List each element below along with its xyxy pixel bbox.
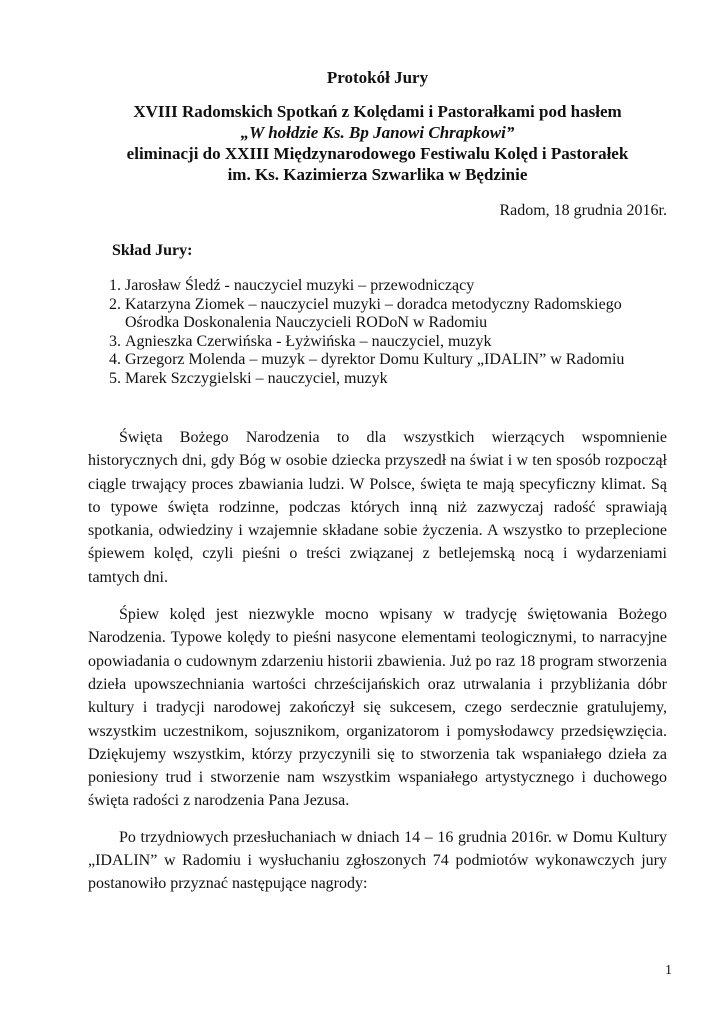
jury-member: 3. Agnieszka Czerwińska - Łyżwińska – nauczyciel, muzyk [125, 333, 667, 352]
document-date: Radom, 18 grudnia 2016r. [499, 202, 667, 219]
paragraph-results: Po trzydniowych przesłuchaniach w dniach 14 – 16 grudnia 2016r. w Domu Kultury „IDALIN” w Radomiu i wysłuchaniu zgłoszonych 74 podmiotów wykonawczych jury postanowiło przyznać następujące nagrody: [88, 828, 667, 893]
heading-line-2: „W hołdzie Ks. Bp Janowi Chrapkowi” [240, 123, 515, 142]
jury-list [88, 277, 667, 388]
paragraph-carols: Śpiew kolęd jest niezwykle mocno wpisany w tradycję świętowania Bożego Narodzenia. Typowe kolędy to pieśni nasycone elementami teologicznymi, to narracyjne opowiadania o cudownym zdarzeniu historii zbawienia. Już po raz 18 program stworzenia dzieła upowszechniania wartości chrześcijańskich oraz utrwalania i przybliżania dóbr kultury i tradycji narodowej zakończył się sukcesem, czego serdecznie gratulujemy, wszystkim uczestnikom, sojusznikom, organizatorom i pomysłodawcy przedsięwzięcia. Dziękujemy wszystkim, którzy przyczynili się to stworzenia tak wspaniałego dzieła za poniesiony trud i stworzenie nam wszystkim wspaniałego artystycznego i duchowego święta radości z narodzenia Pana Jezusa. [88, 606, 667, 810]
heading-line-1: XVIII Radomskich Spotkań z Kolędami i Pastorałkami pod hasłem [133, 102, 622, 121]
jury-member: 2. Katarzyna Ziomek – nauczyciel muzyki – doradca metodyczny Radomskiego Ośrodka Doskonalenia Nauczycieli RODoN w Radomiu [125, 296, 667, 333]
jury-member: 1. Jarosław Śledź - nauczyciel muzyki – przewodniczący [125, 277, 667, 296]
paragraph-christmas: Święta Bożego Narodzenia to dla wszystkich wierzących wspomnienie historycznych dni, gdy Bóg w osobie dziecka przyszedł na świat i w ten sposób rozpoczął ciągle trwający proces zbawiania ludzi. W Polsce, święta te mają specyficzny klimat. Są to typowe święta rodzinne, podczas których inną niż zazwyczaj radość sprawiają spotkania, odwiedziny i wzajemnie składane sobie życzenia. A wszystko to przeplecione śpiewem kolęd, czyli pieśni o treści związanej z betlejemską nocą i wydarzeniami tamtych dni. [88, 429, 667, 586]
heading-line-4: im. Ks. Kazimierza Szwarlika w Będzinie [227, 165, 528, 184]
jury-member: 5. Marek Szczygielski – nauczyciel, muzyk [125, 370, 667, 389]
document-title: Protokół Jury [326, 68, 429, 87]
jury-title: Skład Jury: [112, 242, 193, 259]
jury-member: 4. Grzegorz Molenda – muzyk – dyrektor Domu Kultury „IDALIN” w Radomiu [125, 351, 667, 370]
heading-line-3: eliminacji do XXIII Międzynarodowego Festiwalu Kolęd i Pastorałek [126, 144, 629, 163]
page-number: 1 [665, 963, 672, 978]
